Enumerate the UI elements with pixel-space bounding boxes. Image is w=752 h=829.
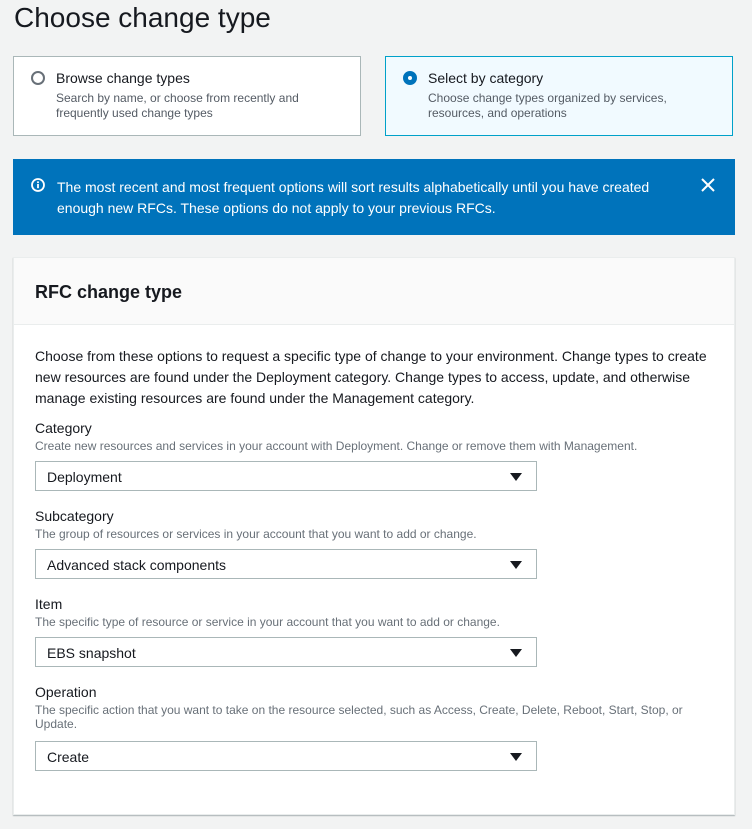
subcategory-description: The group of resources or services in your account that you want to add or change. (35, 527, 477, 541)
select-by-category-radio[interactable] (403, 71, 417, 85)
operation-description: The specific action that you want to take on the resource selected, such as Access, Create, Delete, Reboot, Start, Stop, or Update. (35, 703, 683, 731)
operation-label: Operation (35, 684, 97, 700)
panel-intro-text: Choose from these options to request a specific type of change to your environment. Change types to create new resources are found under the Deployment category. Change types to access, update, and otherwise manage existing resources are found under the Management category. (35, 348, 707, 406)
caret-down-icon (510, 473, 522, 481)
item-label: Item (35, 596, 63, 612)
category-select[interactable] (35, 461, 537, 491)
close-icon[interactable] (699, 176, 717, 194)
select-by-category-description: Choose change types organized by services, resources, and operations (428, 91, 667, 120)
category-field (35, 420, 725, 485)
browse-change-types-label: Browse change types (56, 70, 190, 86)
browse-change-types-description: Search by name, or choose from recently and frequently used change types (56, 91, 299, 120)
category-description: Create new resources and services in your account with Deployment. Change or remove them with Management. (35, 439, 638, 453)
category-label: Category (35, 420, 92, 436)
panel-header (14, 258, 734, 325)
item-description: The specific type of resource or service in your account that you want to add or change. (35, 615, 500, 629)
item-select[interactable] (35, 637, 537, 667)
info-icon (31, 178, 45, 192)
subcategory-select[interactable] (35, 549, 537, 579)
panel-title: RFC change type (35, 282, 183, 302)
item-field (35, 596, 725, 661)
operation-select[interactable] (35, 741, 537, 771)
rfc-change-type-panel (13, 257, 735, 815)
caret-down-icon (510, 753, 522, 761)
select-by-category-label: Select by category (428, 70, 544, 86)
operation-value: Create (47, 749, 90, 765)
change-type-selector (13, 56, 735, 138)
caret-down-icon (510, 561, 522, 569)
page-title: Choose change type (14, 2, 271, 33)
subcategory-value: Advanced stack components (47, 557, 226, 573)
select-by-category-tile[interactable] (385, 56, 733, 136)
operation-field (35, 684, 725, 765)
flash-message: The most recent and most frequent options will sort results alphabetically until you have created enough new RFCs. These options do not apply to your previous RFCs. (57, 179, 650, 216)
item-value: EBS snapshot (47, 645, 136, 661)
subcategory-field (35, 508, 725, 573)
caret-down-icon (510, 649, 522, 657)
subcategory-label: Subcategory (35, 508, 114, 524)
browse-change-types-tile[interactable] (13, 56, 361, 136)
info-flashbar (13, 159, 735, 235)
category-value: Deployment (47, 469, 122, 485)
browse-change-types-radio[interactable] (31, 71, 45, 85)
